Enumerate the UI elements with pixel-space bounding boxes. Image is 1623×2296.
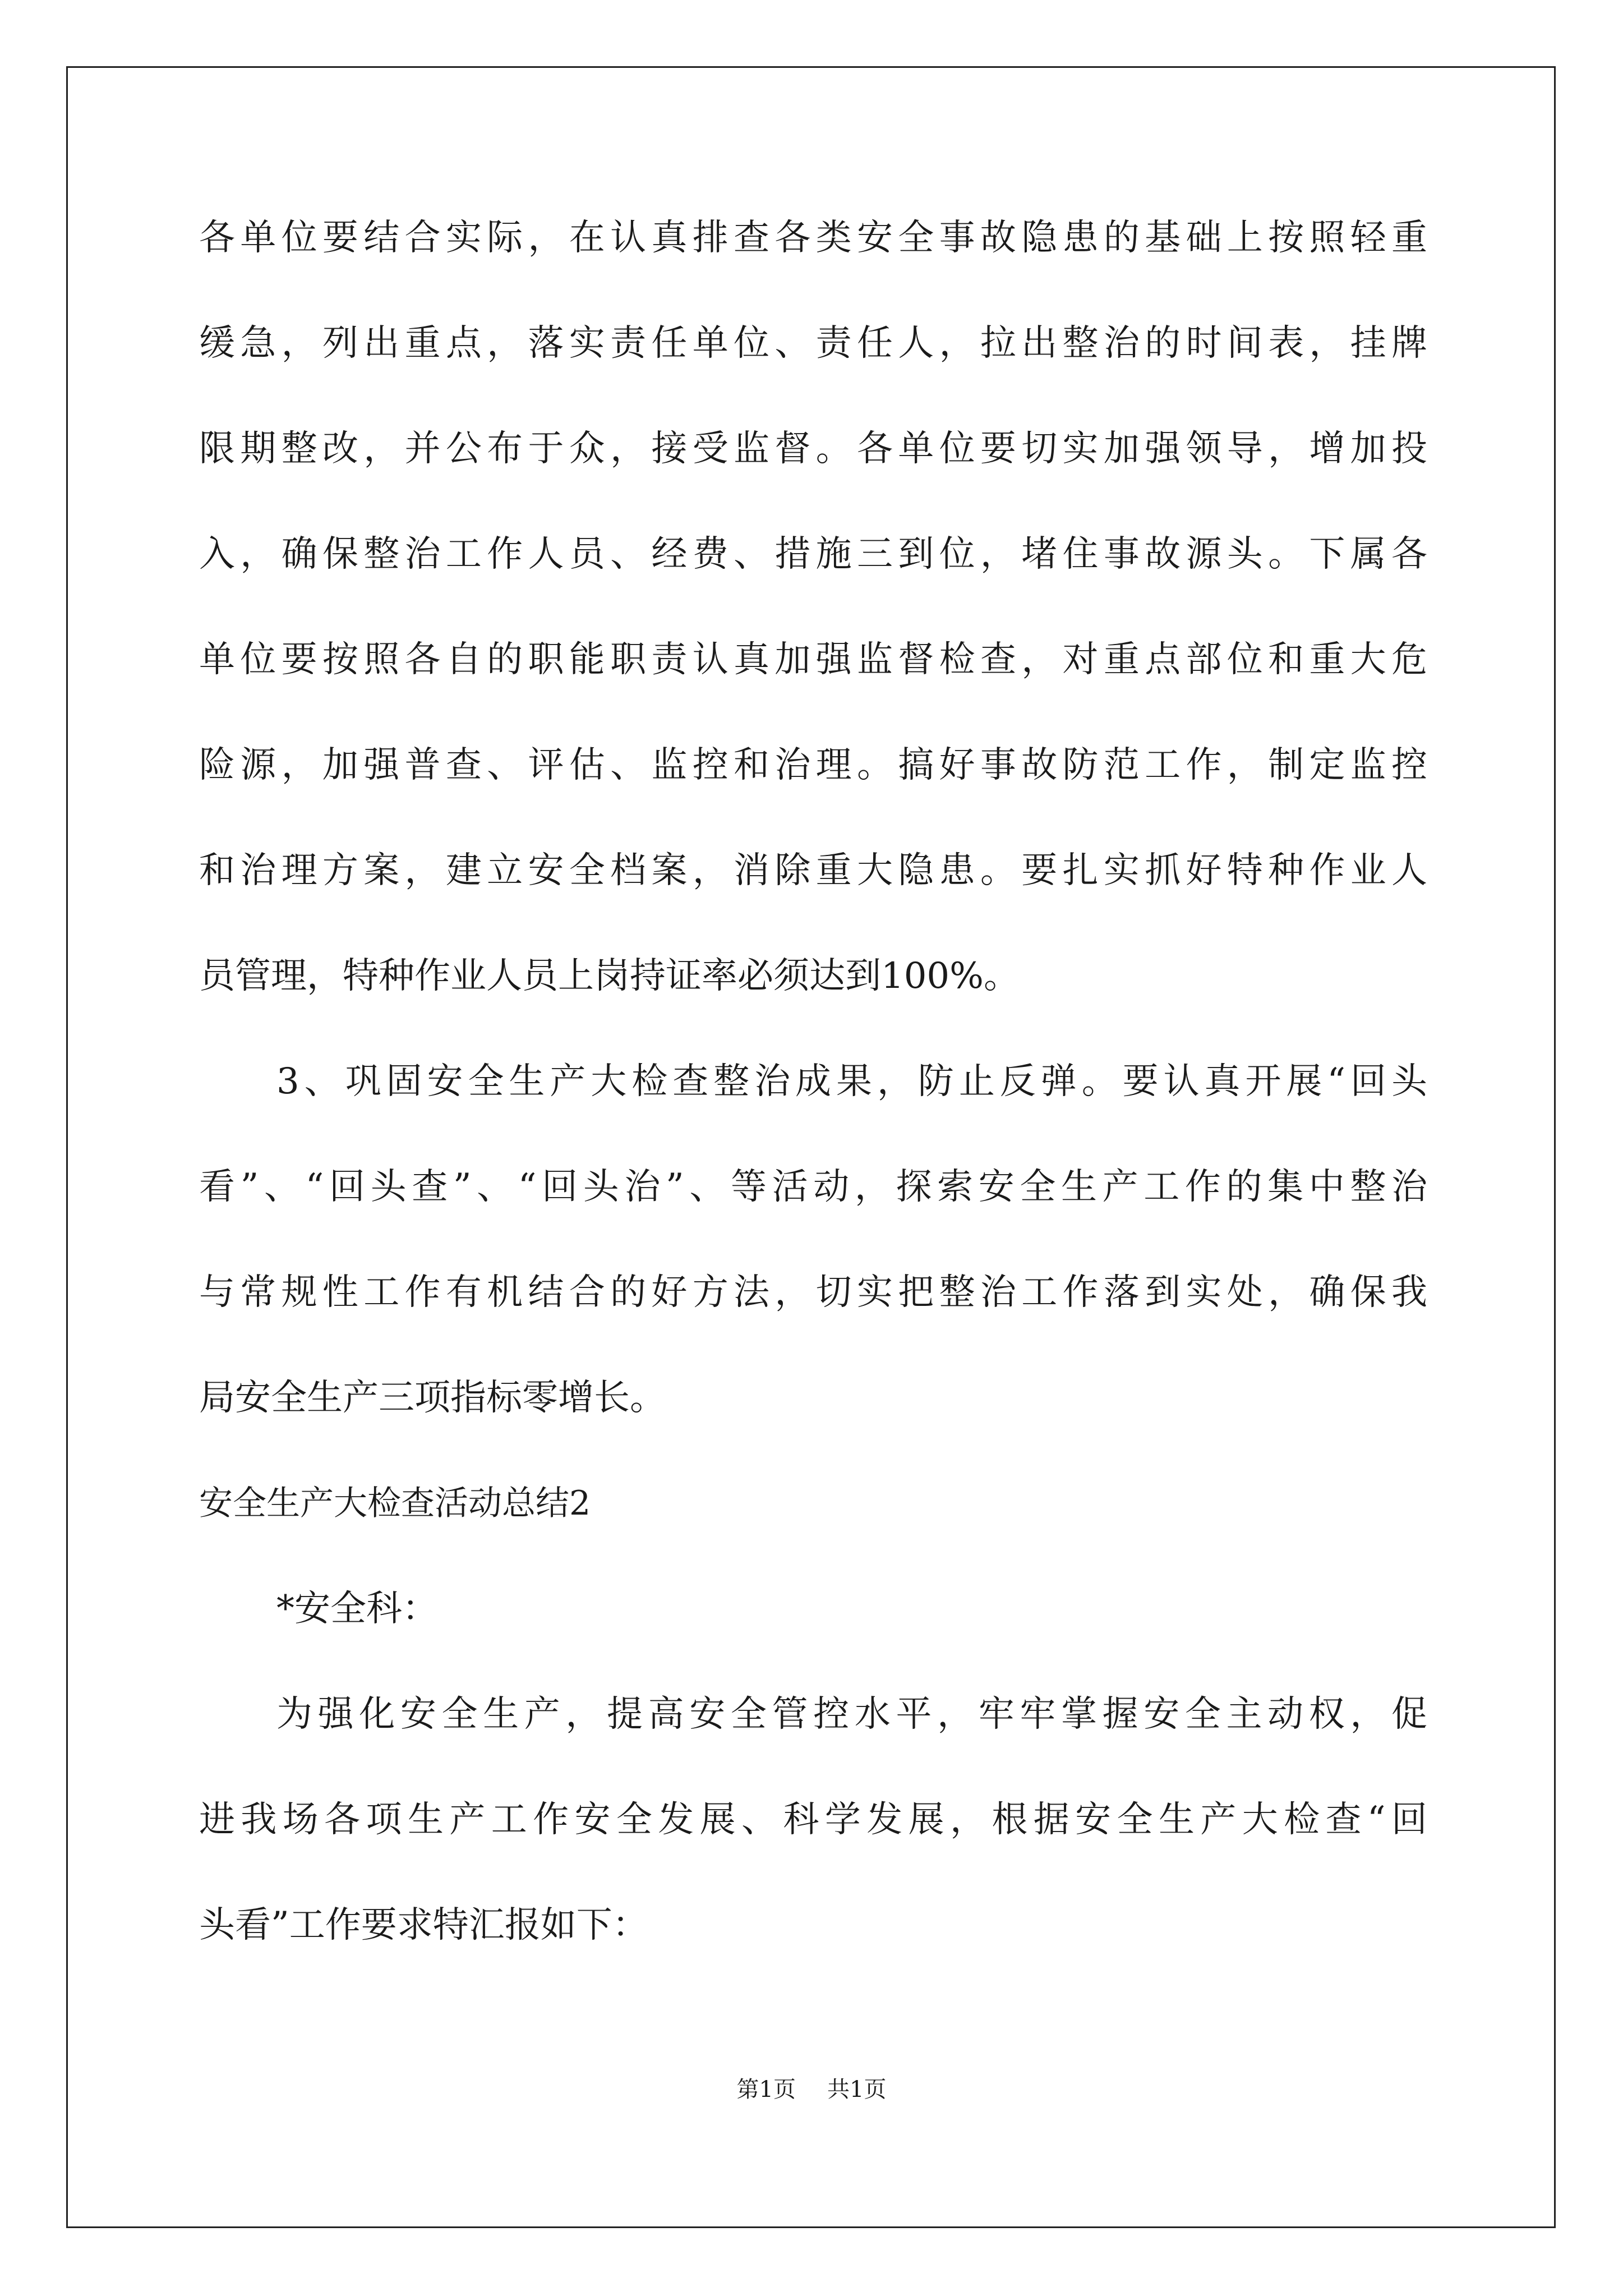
- text-line: 局安全生产三项指标零增长。: [199, 1377, 666, 1419]
- document-body: [199, 217, 1427, 2013]
- text-line: 险源，加强普查、评估、监控和治理。搞好事故防范工作，制定监控: [199, 744, 1427, 786]
- text-line: 进我场各项生产工作安全发展、科学发展，根据安全生产大检查“回: [199, 1799, 1427, 1841]
- text-line: 为强化安全生产，提高安全管控水平，牢牢掌握安全主动权，促: [276, 1694, 1427, 1735]
- page-footer: [0, 2078, 1623, 2101]
- text-line: 单位要按照各自的职能职责认真加强监督检查，对重点部位和重大危: [199, 639, 1427, 680]
- page-total: 共1页: [827, 2077, 887, 2102]
- text-line: 入，确保整治工作人员、经费、措施三到位，堵住事故源头。下属各: [199, 533, 1427, 575]
- text-line: 头看”工作要求特汇报如下：: [199, 1904, 648, 1946]
- text-line: 员管理，特种作业人员上岗持证率必须达到100%。: [199, 955, 1020, 997]
- salutation: *安全科：: [276, 1588, 438, 1630]
- text-line: 与常规性工作有机结合的好方法，切实把整治工作落到实处，确保我: [199, 1272, 1427, 1313]
- text-line: 限期整改，并公布于众，接受监督。各单位要切实加强领导，增加投: [199, 428, 1427, 470]
- paragraph-3: [199, 1696, 1427, 2013]
- paragraph-1: [199, 217, 1427, 1064]
- section-title: 安全生产大检查活动总结2: [199, 1484, 591, 1523]
- text-line: 缓急，列出重点，落实责任单位、责任人，拉出整治的时间表，挂牌: [199, 323, 1427, 364]
- text-line: 各单位要结合实际，在认真排查各类安全事故隐患的基础上按照轻重: [199, 217, 1427, 259]
- text-line: 看”、“回头查”、“回头治”、等活动，探索安全生产工作的集中整治: [199, 1166, 1427, 1208]
- paragraph-2: [199, 1061, 1427, 1485]
- text-line: 和治理方案，建立安全档案，消除重大隐患。要扎实抓好特种作业人: [199, 850, 1427, 891]
- text-line: 3、巩固安全生产大检查整治成果，防止反弹。要认真开展“回头: [276, 1061, 1427, 1102]
- page-number: 第1页: [736, 2077, 796, 2102]
